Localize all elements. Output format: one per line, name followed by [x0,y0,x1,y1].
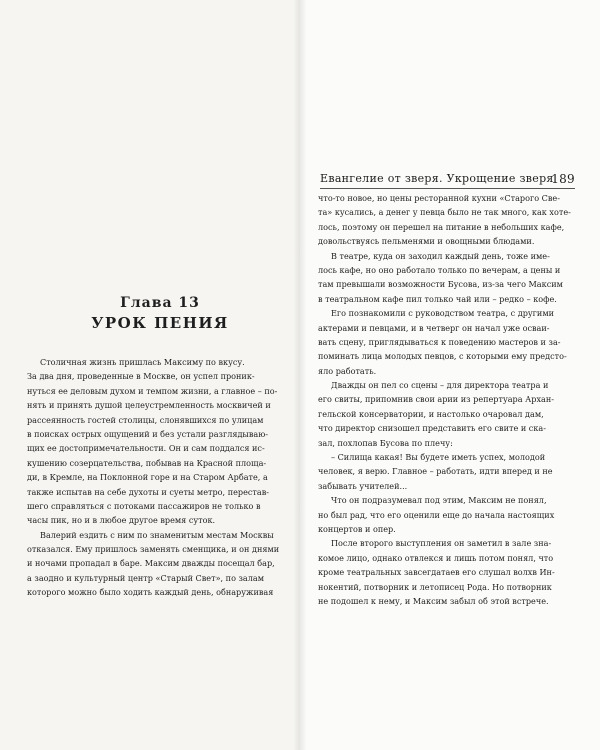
text-line: – Силища какая! Вы будете иметь успех, молодой [331,452,546,463]
text-line: ди, в Кремле, на Поклонной горе и на Старом Арбате, а [27,472,268,483]
chapter-title: УРОК ПЕНИЯ [91,314,229,332]
text-line: В театре, куда он заходил каждый день, тоже име- [331,250,550,261]
text-line: часы пик, но и в любое другое время суток. [27,515,216,526]
text-line: нять и принять душой целеустремленность москвичей и [27,400,271,411]
text-line: За два дня, проведенные в Москве, он успел проник- [27,371,255,382]
running-head [320,172,575,189]
text-line: в поисках острых ощущений и без устали разглядываю- [27,428,269,439]
text-line: но был рад, что его оценили еще до начала настоящих [318,509,555,520]
book-gutter [293,0,307,750]
text-line: и ночами пропадал в баре. Максим дважды посещал бар, [27,558,275,569]
text-line: нуться ее деловым духом и темпом жизни, а главное – по- [27,385,278,396]
text-line: щих ее достопримечательности. Он и сам поддался ис- [27,443,265,454]
text-line: забывать учителей... [318,480,408,491]
chapter-number: Глава 13 [120,295,200,311]
text-line: Столичная жизнь пришлась Максиму по вкусу. [40,357,245,367]
text-line: там превышали возможности Бусова, из-за чего Максим [318,279,563,290]
text-line: нокентий, потворник и летописец Рода. Но потворник [318,581,552,592]
text-line: что-то новое, но цены ресторанной кухни «Старого Све- [318,193,560,203]
text-line: Что он подразумевал под этим, Максим не понял, [331,495,547,506]
text-line: лось, поэтому он перешел на питание в небольших кафе, [318,221,565,232]
text-line: поминать лица молодых певцов, с которыми ему предсто- [318,351,567,362]
text-line: После второго выступления он заметил в зале зна- [331,538,552,549]
text-line: Дважды он пел со сцены – для директора театра и [331,380,549,391]
text-line: Его познакомили с руководством театра, с другими [331,308,555,319]
text-line: не подошел к нему, и Максим забыл об этой встрече. [318,595,549,606]
text-line: вать сцену, приглядываться к поведению мастеров и за- [318,336,561,347]
text-line: довольствуясь пельменями и овощными блюдами. [318,236,535,247]
text-line: его свиты, припомнив свои арии из репертуара Архан- [318,394,554,405]
text-line: Валерий ездить с ним по знаменитым местам Москвы [40,529,274,540]
text-line: отказался. Ему пришлось заменять сменщика, и он днями [27,544,280,555]
text-line: концертов и опер. [318,523,396,534]
text-line: кроме театральных завсегдатаев его слушал волхв Ин- [318,567,555,578]
text-line: яло работать. [318,365,377,376]
page-number: 189 [551,172,575,186]
text-line: гельской консерватории, и настолько очаровал дам, [318,408,544,419]
left-page-text [27,355,289,600]
text-line: комое лицо, однако отвлекся и лишь потом понял, что [318,552,554,563]
text-line: что директор снизошел представить его свите и ска- [318,423,546,434]
text-line: также испытав на себе духоты и суеты метро, перестав- [27,486,269,497]
text-line: шего справляться с потоками пассажиров не только в [27,500,261,511]
text-line: лось кафе, но оно работало только по вечерам, а цены и [318,264,561,275]
text-line: зал, похлопав Бусова по плечу: [318,437,453,448]
text-line: кушению созерцательства, побывав на Красной площа- [27,457,267,468]
text-line: которого можно было ходить каждый день, обнаруживая [27,587,274,598]
text-line: в театральном кафе пил только чай или – редко – кофе. [318,293,557,304]
text-line: рассеянность гостей столицы, слонявшихся по улицам [27,414,264,425]
text-line: актерами и певцами, и в четверг он начал уже осваи- [318,322,550,333]
text-line: человек, я верю. Главное – работать, идти вперед и не [318,466,553,477]
right-page-text [318,191,580,608]
text-line: а заодно и культурный центр «Старый Свет», по залам [27,572,265,583]
text-line: та» кусались, а денег у певца было не так много, как хоте- [318,207,571,218]
running-head-title: Евангелие от зверя. Укрощение зверя [320,172,554,185]
